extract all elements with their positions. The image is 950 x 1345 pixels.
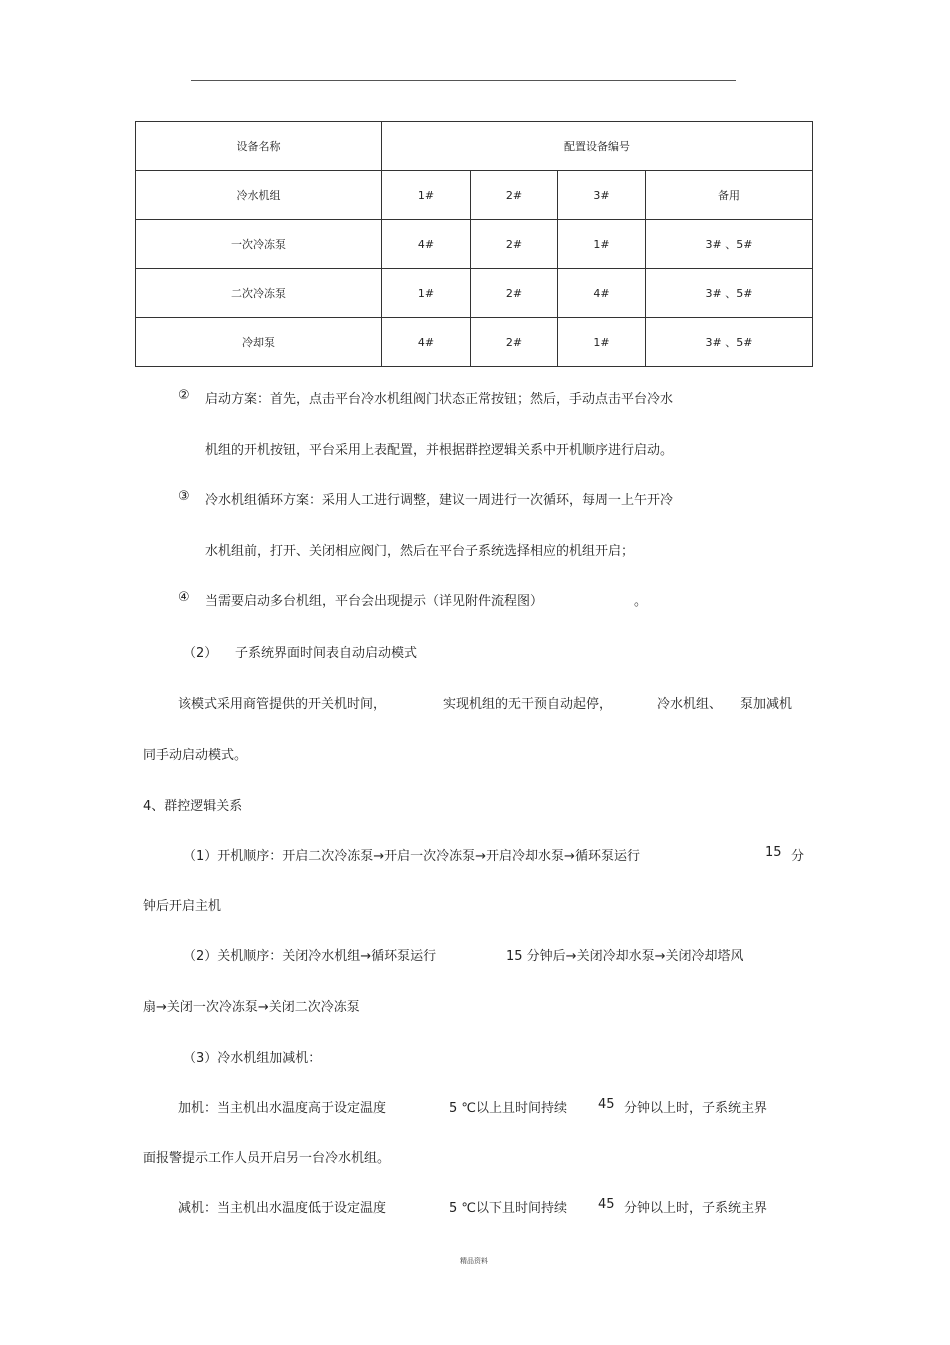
mode-text: 实现机组的无干预自动起停， (443, 697, 613, 712)
remove-unit-text: 5 ℃以下且时间持续 (449, 1201, 568, 1216)
add-unit-text-cont: 面报警提示工作人员开启另一台冷水机组。 (143, 1151, 391, 1166)
cell: 3# (558, 171, 646, 220)
header-config-number: 配置设备编号 (382, 122, 813, 171)
add-unit-text: 分钟以上时，子系统主界 (624, 1101, 768, 1116)
remove-unit-text: 减机：当主机出水温度低于设定温度 (178, 1201, 387, 1216)
cell: 备用 (646, 171, 813, 220)
cell: 1# (558, 318, 646, 367)
table-header-row (136, 122, 813, 171)
cell: 1# (558, 220, 646, 269)
subsection-heading: （3）冷水机组加减机： (183, 1051, 322, 1066)
cell: 3# 、5# (646, 220, 813, 269)
section-heading: 4、群控逻辑关系 (143, 799, 243, 814)
item-number: ④ (178, 590, 190, 605)
startup-plan-text: 启动方案：首先，点击平台冷水机组阀门状态正常按钮；然后，手动点击平台冷水 (205, 392, 674, 407)
section-number: （2） (183, 646, 218, 661)
startup-sequence-text-cont: 钟后开启主机 (143, 899, 222, 914)
startup-plan-text-cont: 机组的开机按钮，平台采用上表配置，并根据群控逻辑关系中开机顺序进行启动。 (205, 443, 674, 458)
shutdown-sequence-text: （2）关机顺序：关闭冷水机组→循环泵运行 (183, 949, 437, 964)
cell: 3# 、5# (646, 269, 813, 318)
header-rule (191, 80, 736, 81)
mode-text: 冷水机组、 (657, 697, 723, 712)
startup-delay-minutes: 15 (765, 845, 782, 860)
startup-sequence-text: （1）开机顺序：开启二次冷冻泵→开启一次冷冻泵→开启冷却水泵→循环泵运行 (183, 849, 640, 864)
item-number: ② (178, 388, 190, 403)
table-row (136, 220, 813, 269)
shutdown-sequence-text: 15 分钟后→关闭冷却水泵→关闭冷却塔风 (506, 949, 744, 964)
table-row (136, 171, 813, 220)
multi-unit-prompt-text: 当需要启动多台机组，平台会出现提示（详见附件流程图） (205, 594, 544, 609)
remove-unit-text: 45 (598, 1197, 615, 1212)
shutdown-sequence-text-cont: 扇→关闭一次冷冻泵→关闭二次冷冻泵 (143, 1000, 360, 1015)
row-name: 二次冷冻泵 (136, 269, 382, 318)
add-unit-text: 5 ℃以上且时间持续 (449, 1101, 568, 1116)
cycle-plan-text: 冷水机组循环方案：采用人工进行调整，建议一周进行一次循环，每周一上午开冷 (205, 493, 674, 508)
add-unit-text: 45 (598, 1097, 615, 1112)
cell: 2# (471, 220, 558, 269)
sentence-end: 。 (634, 594, 648, 609)
cell: 1# (382, 269, 471, 318)
item-number: ③ (178, 489, 190, 504)
section-title: 子系统界面时间表自动启动模式 (235, 646, 418, 661)
cycle-plan-text-cont: 水机组前，打开、关闭相应阀门，然后在平台子系统选择相应的机组开启； (205, 544, 635, 559)
cell: 3# 、5# (646, 318, 813, 367)
cell: 1# (382, 171, 471, 220)
cell: 2# (471, 318, 558, 367)
header-equipment-name: 设备名称 (136, 122, 382, 171)
startup-delay-unit: 分 (791, 849, 805, 864)
table-row (136, 318, 813, 367)
cell: 4# (558, 269, 646, 318)
add-unit-text: 加机：当主机出水温度高于设定温度 (178, 1101, 387, 1116)
mode-text-cont: 同手动启动模式。 (143, 748, 248, 763)
page-footer: 精品资料 (460, 1257, 488, 1265)
table-row (136, 269, 813, 318)
equipment-config-table (135, 121, 813, 367)
mode-text: 该模式采用商管提供的开关机时间， (178, 697, 387, 712)
remove-unit-text: 分钟以上时，子系统主界 (624, 1201, 768, 1216)
row-name: 冷水机组 (136, 171, 382, 220)
mode-text: 泵加减机 (740, 697, 793, 712)
cell: 4# (382, 220, 471, 269)
row-name: 一次冷冻泵 (136, 220, 382, 269)
cell: 2# (471, 171, 558, 220)
row-name: 冷却泵 (136, 318, 382, 367)
cell: 4# (382, 318, 471, 367)
cell: 2# (471, 269, 558, 318)
